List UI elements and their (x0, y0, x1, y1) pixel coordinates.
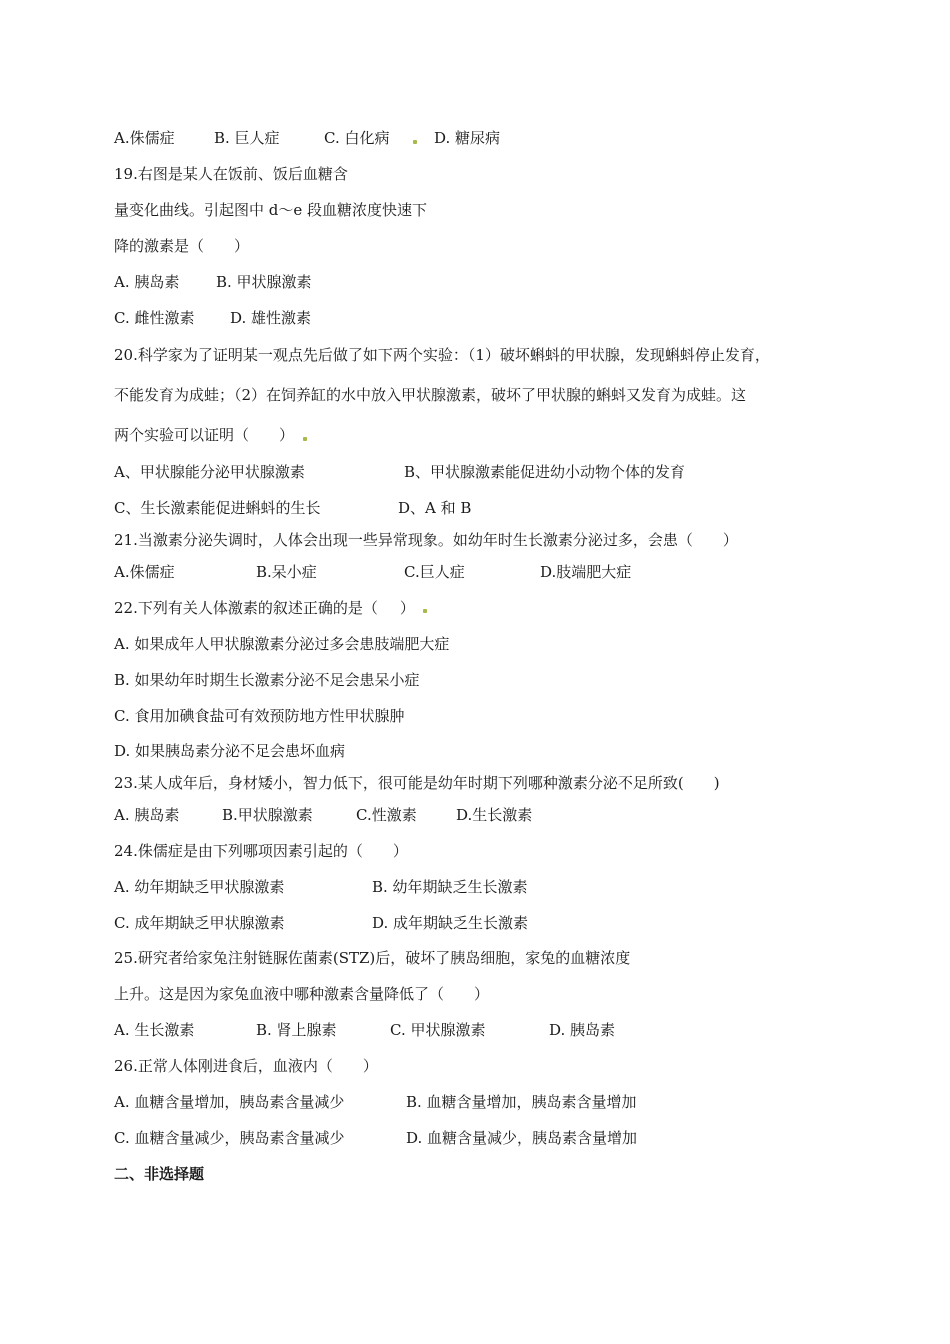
q18-option-c: C. 白化病 (324, 129, 390, 147)
q25-option-a: A. 生长激素 (114, 1021, 195, 1039)
q25-option-d: D. 胰岛素 (549, 1021, 616, 1039)
q19-stem-line1: 19.右图是某人在饭前、饭后血糖含 (114, 165, 348, 183)
q20-stem-line3: 两个实验可以证明（ ） (114, 426, 295, 444)
q20-stem-line2: 不能发育为成蛙；（2）在饲养缸的水中放入甲状腺激素，破坏了甲状腺的蝌蚪又发育为成蛙。这 (114, 386, 747, 404)
q26-option-b: B. 血糖含量增加，胰岛素含量增加 (406, 1093, 637, 1111)
q25-option-b: B. 肾上腺素 (256, 1021, 337, 1039)
stray-dot-mark (303, 437, 307, 441)
q20-option-c: C、生长激素能促进蝌蚪的生长 (114, 499, 321, 517)
q21-option-b: B.呆小症 (256, 563, 317, 581)
q20-option-d: D、A 和 B (398, 499, 472, 517)
q21-option-c: C.巨人症 (404, 563, 465, 581)
q19-stem-line3: 降的激素是（ ） (114, 237, 250, 255)
q21-option-a: A.侏儒症 (114, 563, 175, 581)
q25-option-c: C. 甲状腺激素 (390, 1021, 486, 1039)
q19-stem-line2: 量变化曲线。引起图中 d～e 段血糖浓度快速下 (114, 201, 428, 219)
stray-dot-mark (413, 140, 417, 144)
q24-option-c: C. 成年期缺乏甲状腺激素 (114, 914, 285, 932)
section-heading: 二、非选择题 (114, 1165, 205, 1183)
q25-stem-line2: 上升。这是因为家兔血液中哪种激素含量降低了（ ） (114, 985, 490, 1003)
q23-stem: 23.某人成年后，身材矮小，智力低下，很可能是幼年时期下列哪种激素分泌不足所致( ) (114, 774, 720, 792)
q18-option-d: D. 糖尿病 (434, 129, 501, 147)
q20-stem-line1: 20.科学家为了证明某一观点先后做了如下两个实验：（1）破坏蝌蚪的甲状腺，发现蝌蚪停止发育， (114, 346, 770, 364)
q19-option-b: B. 甲状腺激素 (216, 273, 312, 291)
q22-stem-close: ） (399, 599, 415, 617)
q21-stem: 21.当激素分泌失调时，人体会出现一些异常现象。如幼年时生长激素分泌过多，会患（ ） (114, 531, 738, 549)
q23-option-c: C.性激素 (356, 806, 417, 824)
q19-option-c: C. 雌性激素 (114, 309, 195, 327)
q20-option-a: A、甲状腺能分泌甲状腺激素 (114, 463, 305, 481)
q23-option-a: A. 胰岛素 (114, 806, 180, 824)
q22-stem (114, 598, 415, 618)
q18-option-a: A.侏儒症 (114, 129, 175, 147)
q22-option-c: C. 食用加碘食盐可有效预防地方性甲状腺肿 (114, 707, 405, 725)
q26-option-d: D. 血糖含量减少，胰岛素含量增加 (406, 1129, 638, 1147)
q24-option-d: D. 成年期缺乏生长激素 (372, 914, 529, 932)
q22-option-d: D. 如果胰岛素分泌不足会患坏血病 (114, 742, 346, 760)
q24-option-b: B. 幼年期缺乏生长激素 (372, 878, 528, 896)
q25-stem-line1: 25.研究者给家兔注射链脲佐菌素(STZ)后，破坏了胰岛细胞，家兔的血糖浓度 (114, 949, 631, 967)
q24-option-a: A. 幼年期缺乏甲状腺激素 (114, 878, 285, 896)
q22-option-b: B. 如果幼年时期生长激素分泌不足会患呆小症 (114, 671, 420, 689)
q23-option-b: B.甲状腺激素 (222, 806, 313, 824)
q20-option-b: B、甲状腺激素能促进幼小动物个体的发育 (404, 463, 686, 481)
q26-option-c: C. 血糖含量减少，胰岛素含量减少 (114, 1129, 345, 1147)
q23-option-d: D.生长激素 (456, 806, 533, 824)
q26-option-a: A. 血糖含量增加，胰岛素含量减少 (114, 1093, 345, 1111)
stray-dot-mark (423, 609, 427, 613)
q19-option-a: A. 胰岛素 (114, 273, 180, 291)
q18-option-b: B. 巨人症 (214, 129, 280, 147)
q22-option-a: A. 如果成年人甲状腺激素分泌过多会患肢端肥大症 (114, 635, 450, 653)
q19-option-d: D. 雄性激素 (230, 309, 312, 327)
q24-stem: 24.侏儒症是由下列哪项因素引起的（ ） (114, 842, 408, 860)
q26-stem: 26.正常人体刚进食后，血液内（ ） (114, 1057, 378, 1075)
q21-option-d: D.肢端肥大症 (540, 563, 632, 581)
q22-stem-text: 22.下列有关人体激素的叙述正确的是（ (114, 599, 378, 617)
